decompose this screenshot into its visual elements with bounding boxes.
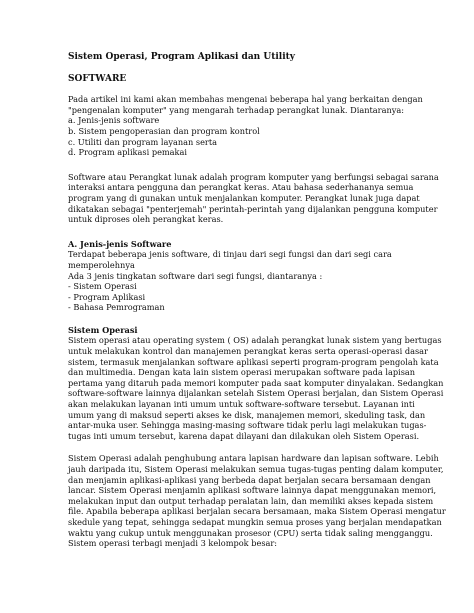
text-line: "pengenalan komputer" yang mengarah terhadap perangkat lunak. Diantaranya: — [68, 104, 404, 115]
text-line: untuk diproses oleh perangkat keras. — [68, 214, 224, 225]
list-item: a. Jenis-jenis software — [68, 115, 160, 126]
text-line: Sistem operasi atau operating system ( OS) adalah perangkat lunak sistem yang bertugas — [68, 335, 442, 346]
text-line: skedule yang tepat, sehingga sedapat mungkin semua proses yang berjalan mendapatkan — [68, 516, 442, 527]
text-line: sistem, termasuk menjalankan software aplikasi seperti program-program pengolah kata — [68, 356, 439, 367]
text-line: dan multimedia. Dengan kata lain sistem operasi merupakan software pada lapisan — [68, 367, 416, 378]
section-heading-software: SOFTWARE — [68, 73, 127, 84]
text-line: akan melakukan layanan inti umum untuk software-software tersebut. Layanan inti — [68, 399, 415, 410]
text-line: Sistem operasi terbagi menjadi 3 kelompok besar: — [68, 538, 278, 549]
text-line: memperolehnya — [68, 259, 135, 270]
text-line: Ada 3 jenis tingkatan software dari segi fungsi, diantaranya : — [68, 270, 323, 281]
types-heading: A. Jenis-jenis Software — [68, 238, 172, 249]
text-line: Software atau Perangkat lunak adalah program komputer yang berfungsi sebagai sarana — [68, 171, 439, 182]
os-section — [68, 324, 444, 442]
document-content — [68, 52, 446, 559]
list-item: - Bahasa Pemrograman — [68, 302, 165, 313]
text-line: antar-muka user. Sehingga masing-masing software tidak perlu lagi melakukan tugas- — [68, 420, 427, 431]
list-item: b. Sistem pengoperasian dan program kontrol — [68, 125, 260, 136]
text-line: Terdapat beberapa jenis software, di tinjau dari segi fungsi dan dari segi cara — [68, 249, 392, 260]
text-line: dikatakan sebagai "penterjemah" perintah-perintah yang dijalankan pengguna komputer — [68, 203, 438, 214]
list-item: d. Program aplikasi pemakai — [68, 147, 188, 158]
text-line: umum yang di maksud seperti akses ke disk, manajemen memori, skeduling task, dan — [68, 409, 426, 420]
text-line: Sistem Operasi adalah penghubung antara lapisan hardware dan lapisan software. Lebih — [68, 453, 439, 464]
text-line: file. Apabila beberapa aplikasi berjalan secara bersamaan, maka Sistem Operasi mengatur — [68, 506, 446, 517]
text-line: jauh daripada itu, Sistem Operasi melakukan semua tugas-tugas penting dalam komputer, — [68, 464, 444, 474]
text-line: interaksi antara pengguna dan perangkat keras. Atau bahasa sederhananya semua — [68, 182, 414, 193]
text-line: program yang di gunakan untuk menjalankan komputer. Perangkat lunak juga dapat — [68, 192, 420, 203]
list-item: - Sistem Operasi — [68, 281, 137, 292]
definition-paragraph — [68, 171, 439, 225]
text-line: tugas inti umum tersebut, karena dapat dilayani dan dilakukan oleh Sistem Operasi. — [68, 430, 420, 441]
document-title: Sistem Operasi, Program Aplikasi dan Utility — [68, 52, 295, 62]
text-line: pertama yang ditaruh pada memori komputer pada saat komputer dinyalakan. Sedangkan — [68, 377, 444, 388]
os-paragraph-2 — [68, 453, 446, 549]
text-line: dan menjamin aplikasi-aplikasi yang berbeda dapat berjalan secara bersamaan dengan — [68, 474, 431, 485]
types-section — [68, 239, 413, 313]
list-item: - Program Aplikasi — [68, 291, 146, 302]
text-line: untuk melakukan kontrol dan manajemen perangkat keras serta operasi-operasi dasar — [68, 346, 428, 357]
os-heading: Sistem Operasi — [68, 324, 138, 335]
text-line: waktu yang cukup untuk menggunakan prosesor (CPU) serta tidak saling mengganggu. — [68, 527, 433, 538]
intro-paragraph — [68, 94, 423, 158]
text-line: Pada artikel ini kami akan membahas mengenai beberapa hal yang berkaitan dengan — [68, 94, 423, 105]
list-item: c. Utiliti dan program layanan serta — [68, 136, 218, 147]
text-line: lancar. Sistem Operasi menjamin aplikasi software lainnya dapat menggunakan memori, — [68, 485, 437, 496]
text-line: melakukan input dan output terhadap peralatan lain, dan memiliki akses kepada sistem — [68, 495, 434, 506]
text-line: software-software lainnya dijalankan setelah Sistem Operasi berjalan, dan Sistem Operasi — [68, 388, 444, 399]
